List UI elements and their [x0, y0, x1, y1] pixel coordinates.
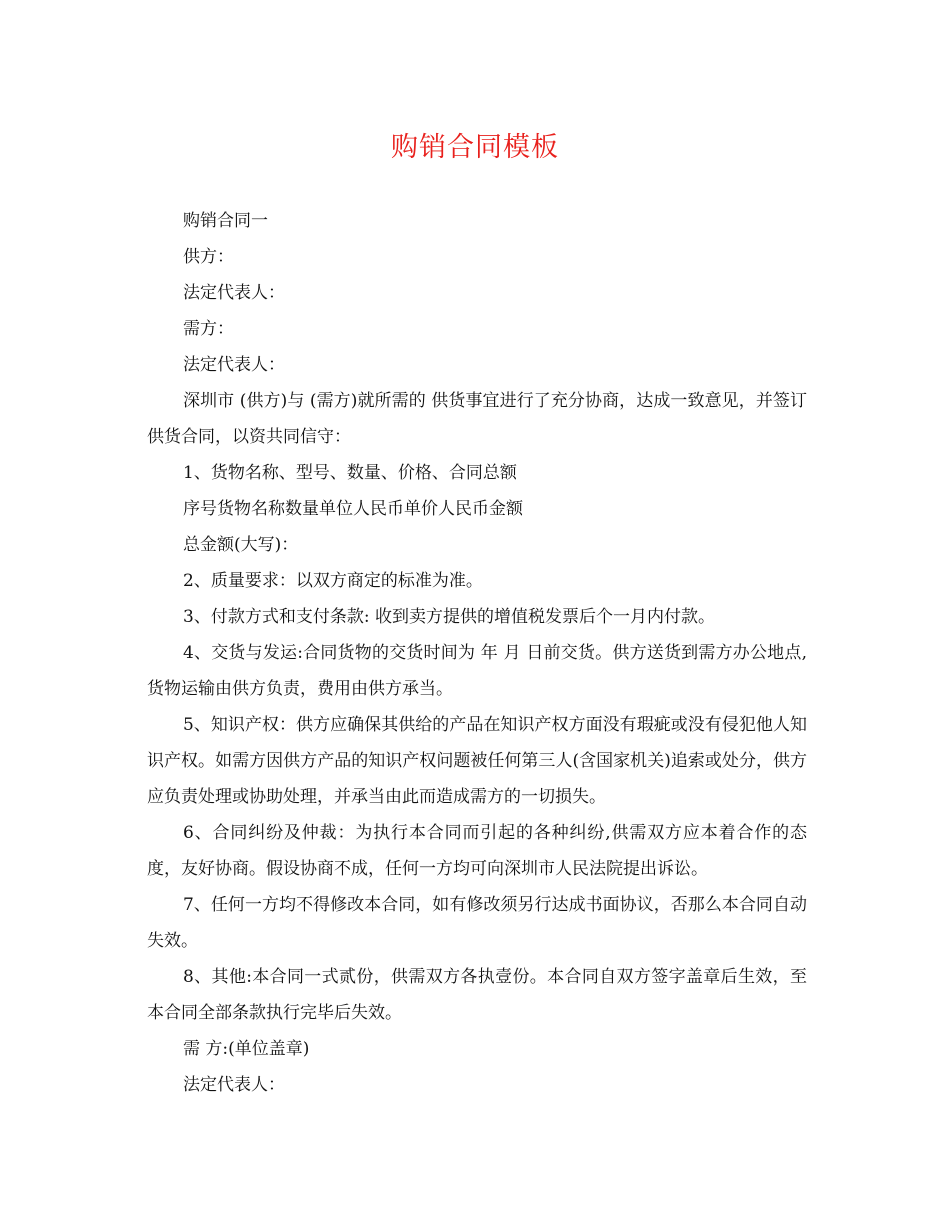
supplier-line: 供方：	[183, 247, 234, 267]
contract-heading: 购销合同一	[183, 211, 268, 231]
buyer-seal-line: 需 方:(单位盖章)	[183, 1039, 310, 1059]
clause-1-goods: 1、货物名称、型号、数量、价格、合同总额	[183, 463, 517, 483]
clause-5-ip: 5、知识产权：供方应确保其供给的产品在知识产权方面没有瑕疵或没有侵犯他人知识产权。如需方因供方产品的知识产权问题被任何第三人(含国家机关)追索或处分，供方应负责处理或协助处理，并承当由此而造成需方的一切损失。	[147, 715, 807, 807]
total-amount-line: 总金额(大写)：	[183, 535, 299, 555]
document-title: 购销合同模板	[391, 132, 559, 163]
buyer-representative-line: 法定代表人：	[183, 355, 285, 375]
clause-3-payment: 3、付款方式和支付条款: 收到卖方提供的增值税发票后个一月内付款。	[183, 607, 715, 627]
clause-7-modification: 7、任何一方均不得修改本合同，如有修改须另行达成书面协议，否那么本合同自动失效。	[147, 895, 807, 951]
goods-table-header: 序号货物名称数量单位人民币单价人民币金额	[183, 499, 523, 519]
clause-4-delivery: 4、交货与发运:合同货物的交货时间为 年 月 日前交货。供方送货到需方办公地点, 货物运输由供方负责，费用由供方承当。	[147, 643, 807, 699]
clause-2-quality: 2、质量要求：以双方商定的标准为准。	[183, 571, 483, 591]
clause-6-dispute: 6、合同纠纷及仲裁：为执行本合同而引起的各种纠纷,供需双方应本着合作的态度，友好协商。假设协商不成，任何一方均可向深圳市人民法院提出诉讼。	[147, 823, 807, 879]
contract-body	[147, 203, 807, 1103]
supplier-representative-line: 法定代表人：	[183, 283, 285, 303]
signature-representative-line: 法定代表人：	[183, 1075, 285, 1095]
preamble-paragraph: 深圳市 (供方)与 (需方)就所需的 供货事宜进行了充分协商，达成一致意见，并签订供货合同，以资共同信守：	[147, 391, 807, 447]
buyer-line: 需方：	[183, 319, 234, 339]
clause-8-other: 8、其他:本合同一式贰份，供需双方各执壹份。本合同自双方签字盖章后生效，至本合同全部条款执行完毕后失效。	[147, 967, 807, 1023]
